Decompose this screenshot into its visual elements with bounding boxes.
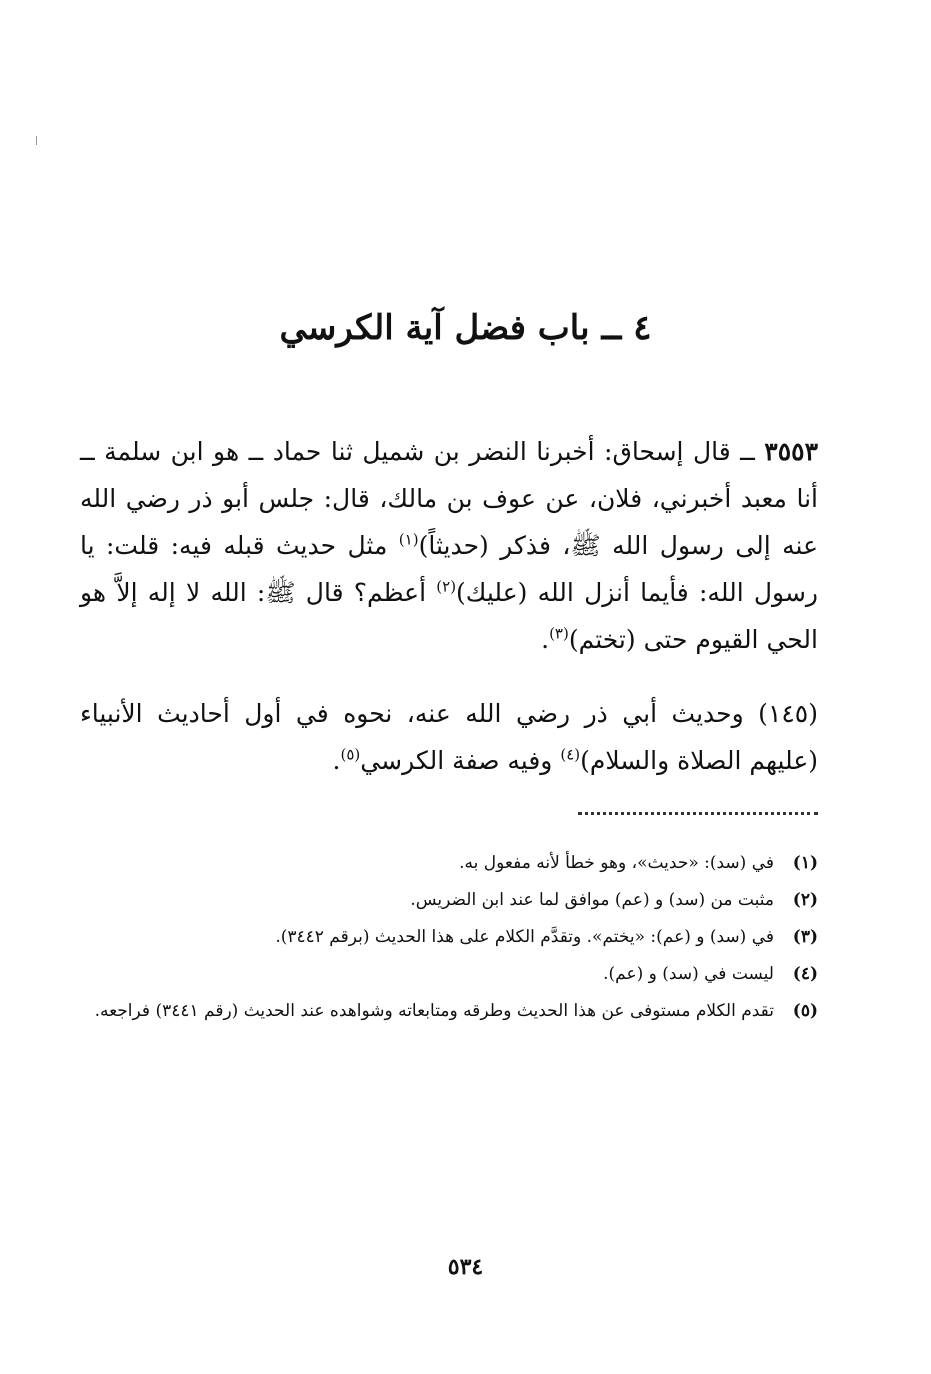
footnote-ref-4[interactable]: (٤) <box>560 745 581 764</box>
hadith-145-text-part-2: وفيه صفة الكرسي <box>360 746 561 775</box>
page-number: ٥٣٤ <box>447 1254 484 1280</box>
hadith-145-text-part-1: (١٤٥) وحديث أبي ذر رضي الله عنه، نحوه في أول أحاديث الأنبياء (عليهم الصلاة والسلام) <box>80 699 818 775</box>
footnote-number: (١) <box>792 853 818 873</box>
hadith-number: ٣٥٥٣ <box>764 437 818 466</box>
footnote-2 <box>80 882 818 919</box>
hadith-3553-paragraph <box>80 428 818 663</box>
footnote-1 <box>80 845 818 882</box>
footnotes-section <box>80 845 818 1030</box>
hadith-145-paragraph <box>80 690 818 784</box>
hadith-text-end: . <box>541 625 550 654</box>
scan-speck <box>36 136 37 145</box>
footnote-divider <box>578 812 818 815</box>
hadith-text-part-2: مثل حديث قبله فيه: قلت: يا رسول الله: فأيما أنزل الله (عليك) <box>80 531 818 607</box>
footnote-4 <box>80 956 818 993</box>
footnote-ref-3[interactable]: (٣) <box>549 624 569 643</box>
footnote-ref-5[interactable]: (٥) <box>340 745 361 764</box>
footnote-number: (٢) <box>792 890 818 910</box>
footnote-ref-1[interactable]: (١) <box>398 530 419 549</box>
hadith-text-part-3: أعظم؟ قال ﷺ: الله لا إله إلاَّ هو الحي القيوم حتى (تختم) <box>80 578 818 654</box>
chapter-heading: ٤ ــ باب فضل آية الكرسي <box>279 308 652 348</box>
footnote-number: (٤) <box>792 964 818 984</box>
footnote-text: مثبت من (سد) و (عم) موافق لما عند ابن الضريس. <box>410 890 774 910</box>
footnote-number: (٣) <box>792 927 818 947</box>
footnote-text: تقدم الكلام مستوفى عن هذا الحديث وطرقه ومتابعاته وشواهده عند الحديث (رقم ٣٤٤١) فراجعه. <box>94 1001 774 1021</box>
hadith-text-part-1: ــ قال إسحاق: أخبرنا النضر بن شميل ثنا حماد ــ هو ابن سلمة ــ أنا معبد أخبرني، فلان، عن عوف بن مالك، قال: جلس أبو ذر رضي الله عنه إلى رسول الله ﷺ، فذكر (حديثاً) <box>80 437 818 560</box>
footnote-5 <box>80 993 818 1030</box>
footnote-text: في (سد) و (عم): «يختم». وتقدَّم الكلام على هذا الحديث (برقم ٣٤٤٢). <box>275 927 774 947</box>
footnote-ref-2[interactable]: (٢) <box>436 577 457 596</box>
footnote-text: في (سد): «حديث»، وهو خطأ لأنه مفعول به. <box>459 853 774 873</box>
footnote-text: ليست في (سد) و (عم). <box>603 964 774 984</box>
footnote-number: (٥) <box>792 1001 818 1021</box>
footnote-3 <box>80 919 818 956</box>
hadith-145-text-end: . <box>332 746 341 775</box>
